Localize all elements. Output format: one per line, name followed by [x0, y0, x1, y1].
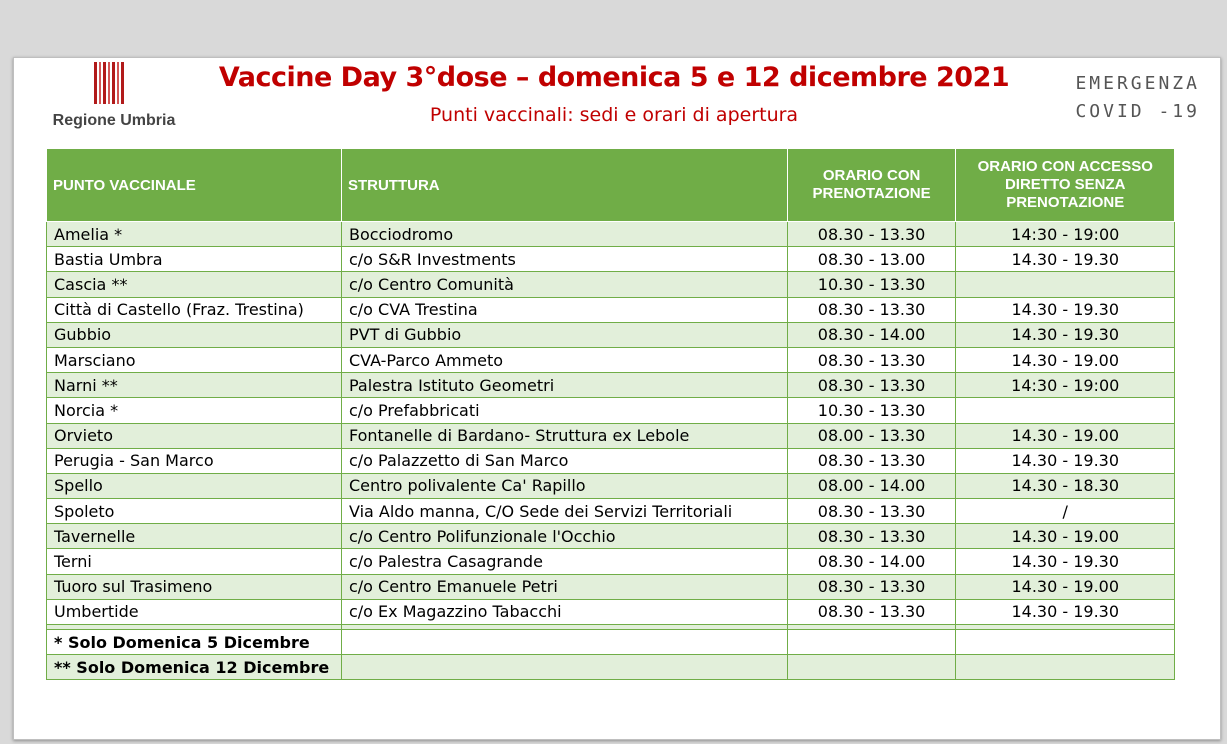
cell-struttura: Palestra Istituto Geometri: [341, 373, 787, 398]
cell-prenotazione: 10.30 - 13.30: [787, 398, 956, 423]
umbria-emblem-icon: [94, 62, 124, 104]
cell-accesso: 14.30 - 19.30: [956, 297, 1175, 322]
emergency-line2: COVID -19: [1075, 101, 1200, 122]
cell-punto: Città di Castello (Fraz. Trestina): [47, 297, 342, 322]
cell-punto: Norcia *: [47, 398, 342, 423]
cell-struttura: PVT di Gubbio: [341, 322, 787, 347]
cell-accesso: 14.30 - 19.00: [956, 524, 1175, 549]
cell-struttura: Via Aldo manna, C/O Sede dei Servizi Territoriali: [341, 499, 787, 524]
cell-punto: Narni **: [47, 373, 342, 398]
footnote-empty-cell: [341, 630, 787, 655]
cell-punto: Spoleto: [47, 499, 342, 524]
cell-accesso: [956, 272, 1175, 297]
cell-accesso: 14.30 - 19.30: [956, 599, 1175, 624]
table-row: [47, 524, 1175, 549]
cell-struttura: c/o CVA Trestina: [341, 297, 787, 322]
cell-prenotazione: 08.00 - 14.00: [787, 473, 956, 498]
cell-struttura: c/o Centro Polifunzionale l'Occhio: [341, 524, 787, 549]
footnote-empty-cell: [787, 630, 956, 655]
cell-prenotazione: 08.30 - 13.30: [787, 347, 956, 372]
cell-prenotazione: 08.30 - 13.30: [787, 297, 956, 322]
cell-prenotazione: 08.30 - 13.30: [787, 448, 956, 473]
cell-struttura: c/o Prefabbricati: [341, 398, 787, 423]
cell-accesso: 14.30 - 19.30: [956, 448, 1175, 473]
cell-punto: Perugia - San Marco: [47, 448, 342, 473]
slide: [13, 57, 1221, 740]
cell-punto: Amelia *: [47, 222, 342, 247]
table-row: [47, 473, 1175, 498]
cell-punto: Orvieto: [47, 423, 342, 448]
cell-punto: Umbertide: [47, 599, 342, 624]
table-row: [47, 373, 1175, 398]
footnote-empty-cell: [956, 655, 1175, 680]
cell-struttura: c/o Centro Comunità: [341, 272, 787, 297]
footnote-row: [47, 655, 1175, 680]
table-header-row: [47, 149, 1175, 222]
vaccination-schedule-table: [46, 148, 1175, 680]
cell-prenotazione: 10.30 - 13.30: [787, 272, 956, 297]
cell-struttura: c/o Palazzetto di San Marco: [341, 448, 787, 473]
table-row: [47, 322, 1175, 347]
cell-struttura: c/o S&R Investments: [341, 247, 787, 272]
cell-struttura: Bocciodromo: [341, 222, 787, 247]
footnote-text: ** Solo Domenica 12 Dicembre: [47, 655, 342, 680]
cell-punto: Tavernelle: [47, 524, 342, 549]
footnote-text: * Solo Domenica 5 Dicembre: [47, 630, 342, 655]
cell-accesso: 14.30 - 19.30: [956, 549, 1175, 574]
cell-struttura: Centro polivalente Ca' Rapillo: [341, 473, 787, 498]
cell-punto: Tuoro sul Trasimeno: [47, 574, 342, 599]
cell-accesso: /: [956, 499, 1175, 524]
table-row: [47, 247, 1175, 272]
table-row: [47, 448, 1175, 473]
cell-struttura: CVA-Parco Ammeto: [341, 347, 787, 372]
cell-prenotazione: 08.30 - 14.00: [787, 549, 956, 574]
table-row: [47, 347, 1175, 372]
cell-accesso: 14:30 - 19:00: [956, 373, 1175, 398]
cell-accesso: 14.30 - 19.00: [956, 574, 1175, 599]
cell-punto: Bastia Umbra: [47, 247, 342, 272]
emergency-label: [1075, 70, 1200, 126]
cell-prenotazione: 08.30 - 14.00: [787, 322, 956, 347]
table-row: [47, 574, 1175, 599]
page-title: Vaccine Day 3°dose – domenica 5 e 12 dicembre 2021: [218, 62, 1010, 93]
emergency-line1: EMERGENZA: [1075, 73, 1200, 94]
cell-prenotazione: 08.30 - 13.30: [787, 574, 956, 599]
cell-struttura: c/o Centro Emanuele Petri: [341, 574, 787, 599]
cell-prenotazione: 08.30 - 13.30: [787, 499, 956, 524]
footnote-empty-cell: [787, 655, 956, 680]
column-header-prenotazione: ORARIO CON PRENOTAZIONE: [787, 149, 956, 222]
cell-prenotazione: 08.30 - 13.30: [787, 524, 956, 549]
cell-accesso: 14.30 - 19.00: [956, 347, 1175, 372]
column-header-struttura: STRUTTURA: [341, 149, 787, 222]
column-header-accesso: ORARIO CON ACCESSO DIRETTO SENZA PRENOTAZIONE: [956, 149, 1175, 222]
cell-prenotazione: 08.30 - 13.00: [787, 247, 956, 272]
cell-punto: Spello: [47, 473, 342, 498]
table-row: [47, 599, 1175, 624]
table-row: [47, 499, 1175, 524]
footnote-empty-cell: [956, 630, 1175, 655]
table-row: [47, 272, 1175, 297]
table-row: [47, 549, 1175, 574]
cell-struttura: Fontanelle di Bardano- Struttura ex Lebole: [341, 423, 787, 448]
cell-accesso: 14.30 - 19.30: [956, 247, 1175, 272]
table-row: [47, 423, 1175, 448]
footnote-row: [47, 630, 1175, 655]
cell-punto: Gubbio: [47, 322, 342, 347]
cell-accesso: 14.30 - 19.30: [956, 322, 1175, 347]
cell-punto: Marsciano: [47, 347, 342, 372]
table-row: [47, 297, 1175, 322]
cell-prenotazione: 08.00 - 13.30: [787, 423, 956, 448]
page-subtitle: Punti vaccinali: sedi e orari di apertura: [429, 104, 799, 126]
cell-prenotazione: 08.30 - 13.30: [787, 599, 956, 624]
footnote-empty-cell: [341, 655, 787, 680]
table-row: [47, 222, 1175, 247]
table-row: [47, 398, 1175, 423]
cell-struttura: c/o Ex Magazzino Tabacchi: [341, 599, 787, 624]
cell-punto: Terni: [47, 549, 342, 574]
cell-prenotazione: 08.30 - 13.30: [787, 222, 956, 247]
column-header-punto: PUNTO VACCINALE: [47, 149, 342, 222]
cell-accesso: 14.30 - 19.00: [956, 423, 1175, 448]
cell-punto: Cascia **: [47, 272, 342, 297]
cell-prenotazione: 08.30 - 13.30: [787, 373, 956, 398]
cell-struttura: c/o Palestra Casagrande: [341, 549, 787, 574]
cell-accesso: [956, 398, 1175, 423]
logo-text: Regione Umbria: [52, 112, 176, 129]
cell-accesso: 14:30 - 19:00: [956, 222, 1175, 247]
cell-accesso: 14.30 - 18.30: [956, 473, 1175, 498]
